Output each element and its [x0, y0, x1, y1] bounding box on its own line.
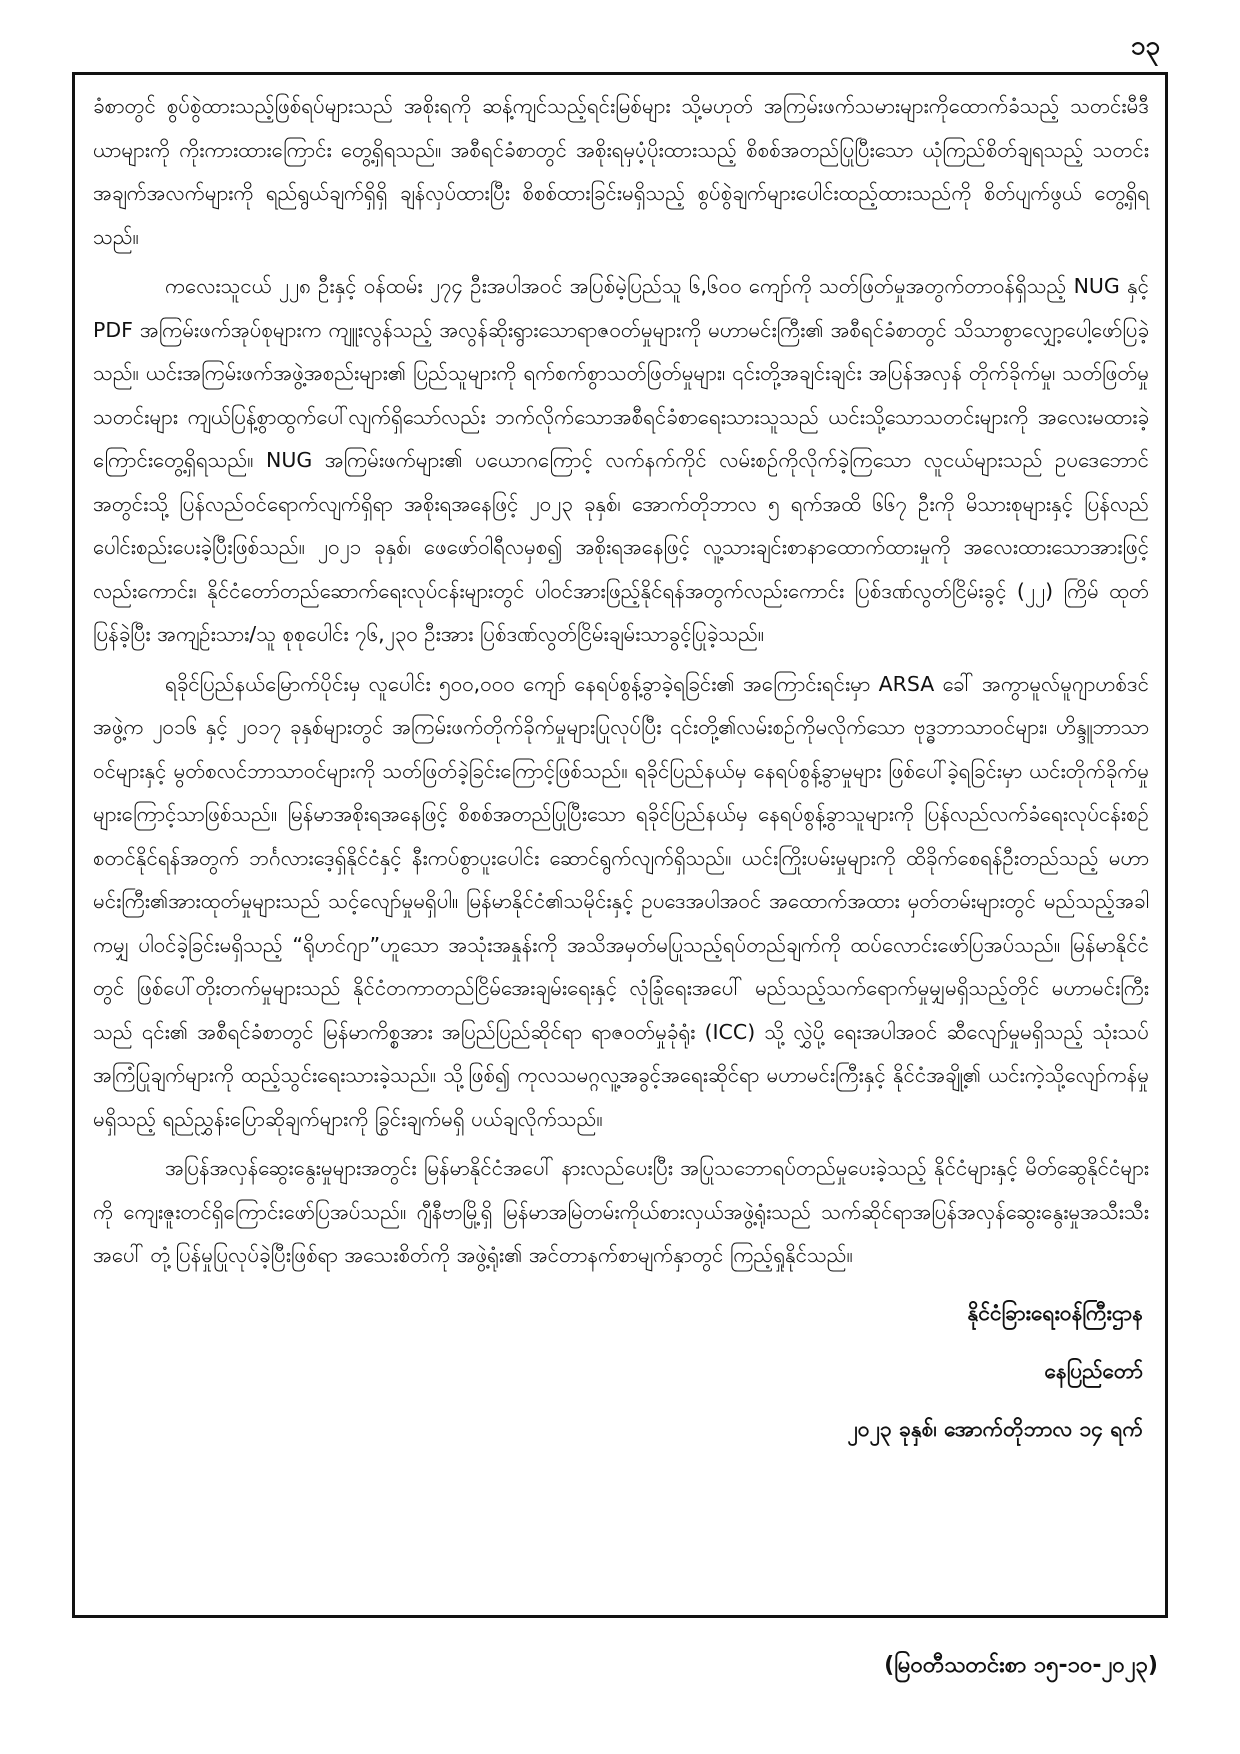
paragraph-1: ခံစာတွင် စွပ်စွဲထားသည့်ဖြစ်ရပ်များသည် အစိုးရကို ဆန့်ကျင်သည့်ရင်းမြစ်များ သို့မဟုတ် အကြမ်းဖက်သမားများကိုထောက်ခံသည့် သတင်းမီဒီယာများကို ကိုးကားထားကြောင်း တွေ့ရှိရသည်။ အစီရင်ခံစာတွင် အစိုးရမှပံ့ပိုးထားသည့် စိစစ်အတည်ပြုပြီးသော ယုံကြည်စိတ်ချရသည့် သတင်းအချက်အလက်များကို ရည်ရွယ်ချက်ရှိရှိ ချန်လှပ်ထားပြီး စိစစ်ထားခြင်းမရှိသည့် စွပ်စွဲချက်များပေါင်းထည့်ထားသည်ကို စိတ်ပျက်ဖွယ် တွေ့ရှိရသည်။	[93, 94, 1149, 249]
document-body	[72, 72, 1168, 1618]
signature-date: ၂၀၂၃ ခုနှစ်၊ အောက်တိုဘာလ ၁၄ ရက်	[847, 1416, 1143, 1441]
source-citation: (မြဝတီသတင်းစာ ၁၅-၁၀-၂၀၂၃)	[884, 1653, 1158, 1678]
signature-city: နေပြည်တော်	[1044, 1358, 1143, 1383]
signature-ministry: နိုင်ငံခြားရေးဝန်ကြီးဌာန	[967, 1300, 1143, 1325]
paragraph-4: အပြန်အလှန်ဆွေးနွေးမှုများအတွင်း မြန်မာနိုင်ငံအပေါ် နားလည်ပေးပြီး အပြုသဘောရပ်တည်မှုပေးခဲ့သည့် နိုင်ငံများနှင့် မိတ်ဆွေနိုင်ငံများကို ကျေးဇူးတင်ရှိကြောင်းဖော်ပြအပ်သည်။ ဂျီနီဗာမြို့ရှိ မြန်မာအမြဲတမ်းကိုယ်စားလှယ်အဖွဲ့ရုံးသည် သက်ဆိုင်ရာအပြန်အလှန်ဆွေးနွေးမှုအသီးသီးအပေါ် တုံ့ပြန်မှုပြုလုပ်ခဲ့ပြီးဖြစ်ရာ အသေးစိတ်ကို အဖွဲ့ရုံး၏ အင်တာနက်စာမျက်နှာတွင် ကြည့်ရှုနိုင်သည်။	[93, 1156, 1149, 1267]
signature-block	[93, 1284, 1149, 1458]
paragraph-3: ရခိုင်ပြည်နယ်မြောက်ပိုင်းမှ လူပေါင်း ၅၀၀,၀၀၀ ကျော် နေရပ်စွန့်ခွာခဲ့ရခြင်း၏ အကြောင်းရင်းမှာ ARSA ခေါ် အကွာမူလ်မူဂျာဟစ်ဒင်အဖွဲ့က ၂၀၁၆ နှင့် ၂၀၁၇ ခုနှစ်များတွင် အကြမ်းဖက်တိုက်ခိုက်မှုများပြုလုပ်ပြီး ၎င်းတို့၏လမ်းစဉ်ကိုမလိုက်သော ဗုဒ္ဓဘာသာဝင်များ၊ ဟိန္ဒူဘာသာဝင်များနှင့် မွတ်စလင်ဘာသာဝင်များကို သတ်ဖြတ်ခဲ့ခြင်းကြောင့်ဖြစ်သည်။ ရခိုင်ပြည်နယ်မှ နေရပ်စွန့်ခွာမှုများ ဖြစ်ပေါ်ခဲ့ရခြင်းမှာ ယင်းတိုက်ခိုက်မှုများကြောင့်သာဖြစ်သည်။ မြန်မာအစိုးရအနေဖြင့် စိစစ်အတည်ပြုပြီးသော ရခိုင်ပြည်နယ်မှ နေရပ်စွန့်ခွာသူများကို ပြန်လည်လက်ခံရေးလုပ်ငန်းစဉ် စတင်နိုင်ရန်အတွက် ဘင်္ဂလားဒေ့ရှ်နိုင်ငံနှင့် နီးကပ်စွာပူးပေါင်း ဆောင်ရွက်လျက်ရှိသည်။ ယင်းကြိုးပမ်းမှုများကို ထိခိုက်စေရန်ဦးတည်သည့် မဟာမင်းကြီး၏အားထုတ်မှုများသည် သင့်လျော်မှုမရှိပါ။ မြန်မာနိုင်ငံ၏သမိုင်းနှင့် ဥပဒေအပါအဝင် အထောက်အထား မှတ်တမ်းများတွင် မည်သည့်အခါကမျှ ပါဝင်ခဲ့ခြင်းမရှိသည့် “ရိုဟင်ဂျာ”ဟူသော အသုံးအနှုန်းကို အသိအမှတ်မပြုသည့်ရပ်တည်ချက်ကို ထပ်လောင်းဖော်ပြအပ်သည်။ မြန်မာနိုင်ငံတွင် ဖြစ်ပေါ်တိုးတက်မှုများသည် နိုင်ငံတကာတည်ငြိမ်အေးချမ်းရေးနှင့် လုံခြုံရေးအပေါ် မည်သည့်သက်ရောက်မှုမျှမရှိသည့်တိုင် မဟာမင်းကြီးသည် ၎င်း၏ အစီရင်ခံစာတွင် မြန်မာကိစ္စအား အပြည်ပြည်ဆိုင်ရာ ရာဇဝတ်မှုခုံရုံး (ICC) သို့ လွှဲပို့ ရေးအပါအဝင် ဆီလျော်မှုမရှိသည့် သုံးသပ်အကြံပြုချက်များကို ထည့်သွင်းရေးသားခဲ့သည်။ သို့ဖြစ်၍ ကုလသမဂ္ဂလူ့အခွင့်အရေးဆိုင်ရာ မဟာမင်းကြီးနှင့် နိုင်ငံအချို့၏ ယင်းကဲ့သို့လျော်ကန်မှုမရှိသည့် ရည်ညွှန်းပြောဆိုချက်များကို ခြွင်းချက်မရှိ ပယ်ချလိုက်သည်။	[93, 671, 1149, 1131]
page-number: ၁၃	[1130, 31, 1160, 61]
paragraph-2: ကလေးသူငယ် ၂၂၈ ဦးနှင့် ဝန်ထမ်း ၂၇၄ ဦးအပါအဝင် အပြစ်မဲ့ပြည်သူ ၆,၆၀၀ ကျော်ကို သတ်ဖြတ်မှုအတွက်တာဝန်ရှိသည့် NUG နှင့် PDF အကြမ်းဖက်အုပ်စုများက ကျူးလွန်သည့် အလွန်ဆိုးရွားသောရာဇဝတ်မှုများကို မဟာမင်းကြီး၏ အစီရင်ခံစာတွင် သိသာစွာလျှော့ပေါ့ဖော်ပြခဲ့သည်။ ယင်းအကြမ်းဖက်အဖွဲ့အစည်းများ၏ ပြည်သူများကို ရက်စက်စွာသတ်ဖြတ်မှုများ၊ ၎င်းတို့အချင်းချင်း အပြန်အလှန် တိုက်ခိုက်မှု၊ သတ်ဖြတ်မှုသတင်းများ ကျယ်ပြန့်စွာထွက်ပေါ်လျက်ရှိသော်လည်း ဘက်လိုက်သောအစီရင်ခံစာရေးသားသူသည် ယင်းသို့သောသတင်းများကို အလေးမထားခဲ့ကြောင်းတွေ့ရှိရသည်။ NUG အကြမ်းဖက်များ၏ ပယောဂကြောင့် လက်နက်ကိုင် လမ်းစဉ်ကိုလိုက်ခဲ့ကြသော လူငယ်များသည် ဥပဒေဘောင်အတွင်းသို့ ပြန်လည်ဝင်ရောက်လျက်ရှိရာ အစိုးရအနေဖြင့် ၂၀၂၃ ခုနှစ်၊ အောက်တိုဘာလ ၅ ရက်အထိ ၆၆၇ ဦးကို မိသားစုများနှင့် ပြန်လည်ပေါင်းစည်းပေးခဲ့ပြီးဖြစ်သည်။ ၂၀၂၁ ခုနှစ်၊ ဖေဖော်ဝါရီလမှစ၍ အစိုးရအနေဖြင့် လူ့သားချင်းစာနာထောက်ထားမှုကို အလေးထားသောအားဖြင့်လည်းကောင်း၊ နိုင်ငံတော်တည်ဆောက်ရေးလုပ်ငန်းများတွင် ပါဝင်အားဖြည့်နိုင်ရန်အတွက်လည်းကောင်း ပြစ်ဒဏ်လွတ်ငြိမ်းခွင့် (၂၂) ကြိမ် ထုတ်ပြန်ခဲ့ပြီး အကျဉ်းသား/သူ စုစုပေါင်း ၇၆,၂၃၀ ဦးအား ပြစ်ဒဏ်လွတ်ငြိမ်းချမ်းသာခွင့်ပြုခဲ့သည်။	[93, 274, 1149, 646]
